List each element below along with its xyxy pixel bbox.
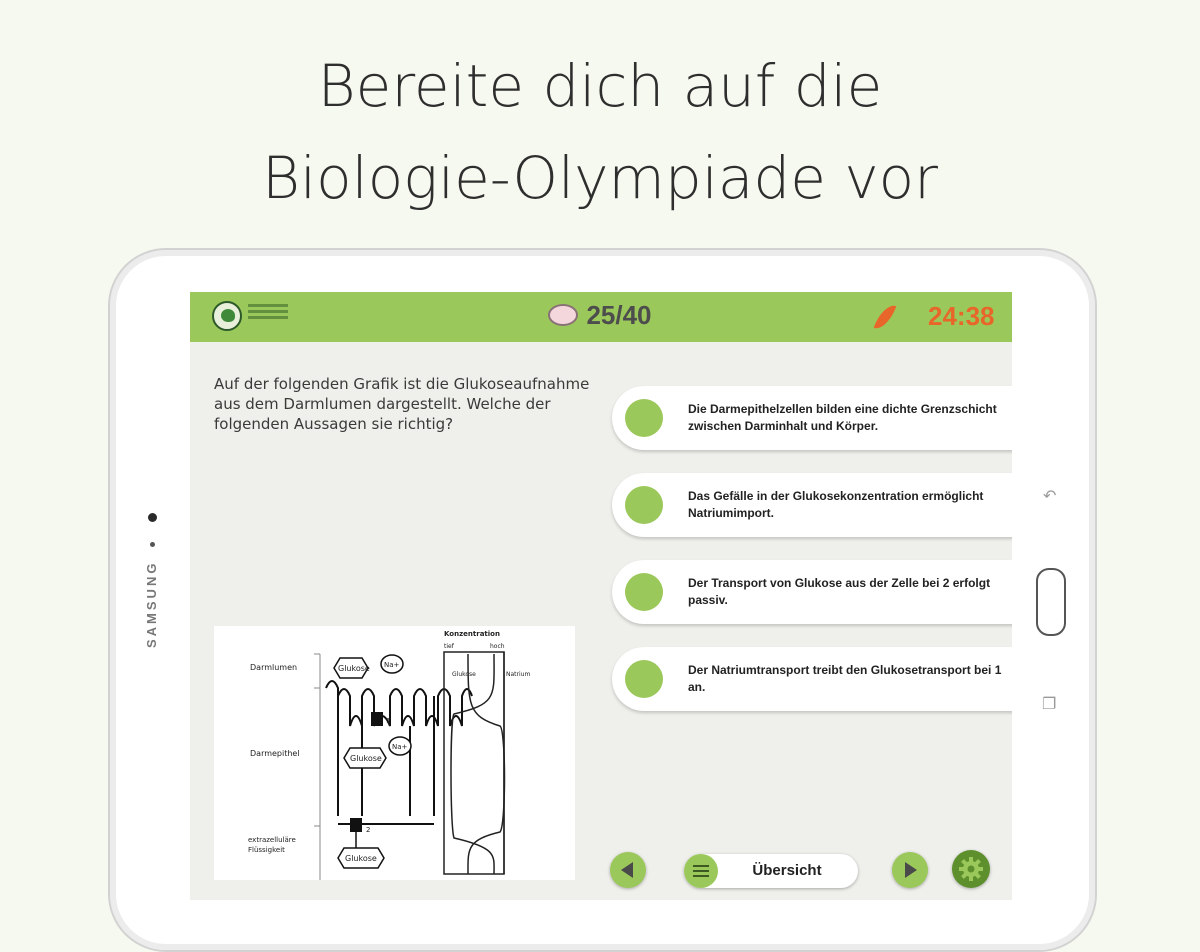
headline [0, 40, 1200, 224]
timer: 24:38 [928, 301, 995, 331]
answer-radio-2[interactable] [625, 486, 663, 524]
list-icon [684, 854, 718, 888]
fig-label-extra2: Flüssigkeit [248, 846, 285, 854]
next-arrow-icon [905, 862, 917, 878]
overview-button[interactable] [684, 854, 858, 888]
next-button[interactable] [892, 852, 928, 888]
answer-text-2: Das Gefälle in der Glukosekonzentration ermöglicht Natriumimport. [688, 489, 984, 520]
fig-label-epithel: Darmepithel [250, 749, 300, 758]
sensor-icon [150, 542, 155, 547]
answer-option-1[interactable] [612, 386, 1012, 450]
logo-wordmark [248, 304, 288, 322]
answer-text-1: Die Darmepithelzellen bilden eine dichte Grenzschicht zwischen Darminhalt und Körper. [688, 402, 997, 433]
progress-text: 25/40 [586, 300, 652, 330]
fig-glukose-1: Glukose [338, 664, 370, 673]
answer-radio-1[interactable] [625, 399, 663, 437]
question-counter [520, 300, 680, 331]
answer-radio-3[interactable] [625, 573, 663, 611]
app-screen [190, 292, 1012, 900]
answer-text-4: Der Natriumtransport treibt den Glukosetransport bei 1 an. [688, 663, 1002, 694]
camera-icon [148, 513, 157, 522]
answer-option-2[interactable] [612, 473, 1012, 537]
fig-num-1: 1 [386, 717, 391, 725]
prev-arrow-icon [621, 862, 633, 878]
gear-icon [952, 850, 990, 888]
home-button[interactable] [1036, 568, 1066, 636]
answer-option-4[interactable] [612, 647, 1012, 711]
fig-na-2: Na+ [392, 743, 408, 751]
diagram-figure [214, 626, 575, 880]
fig-label-extra1: extrazelluläre [248, 836, 296, 844]
fig-label-tief: tief [444, 643, 454, 650]
fig-label-lumen: Darmlumen [250, 663, 298, 672]
question-text: Auf der folgenden Grafik ist die Glukoseaufnahme aus dem Darmlumen dargestellt. Welche der folgenden Aussagen sie richtig? [214, 375, 590, 433]
leaf-icon [874, 301, 897, 332]
prev-button[interactable] [610, 852, 646, 888]
fig-label-hoch: hoch [490, 643, 505, 650]
fig-num-2: 2 [366, 826, 371, 834]
back-key-icon[interactable]: ↶ [1043, 488, 1057, 505]
fig-glukose-2: Glukose [350, 754, 382, 763]
headline-line-2: Biologie-Olympiade vor [262, 144, 938, 212]
fig-label-konz: Konzentration [444, 630, 500, 638]
settings-button[interactable] [952, 850, 990, 888]
answer-text-3: Der Transport von Glukose aus der Zelle bei 2 erfolgt passiv. [688, 576, 991, 607]
pill-icon [548, 304, 578, 326]
overview-label: Übersicht [752, 862, 822, 879]
recent-apps-icon[interactable]: ❐ [1042, 696, 1057, 713]
fig-curve-glukose: Glukose [452, 671, 476, 678]
fig-curve-natrium: Natrium [506, 671, 531, 678]
device-brand: SAMSUNG [144, 560, 159, 648]
app-logo-icon [212, 301, 242, 331]
answer-radio-4[interactable] [625, 660, 663, 698]
top-bar [190, 292, 1012, 342]
answer-option-3[interactable] [612, 560, 1012, 624]
fig-na-1: Na+ [384, 661, 400, 669]
headline-line-1: Bereite dich auf die [317, 52, 883, 120]
fig-glukose-3: Glukose [345, 854, 377, 863]
